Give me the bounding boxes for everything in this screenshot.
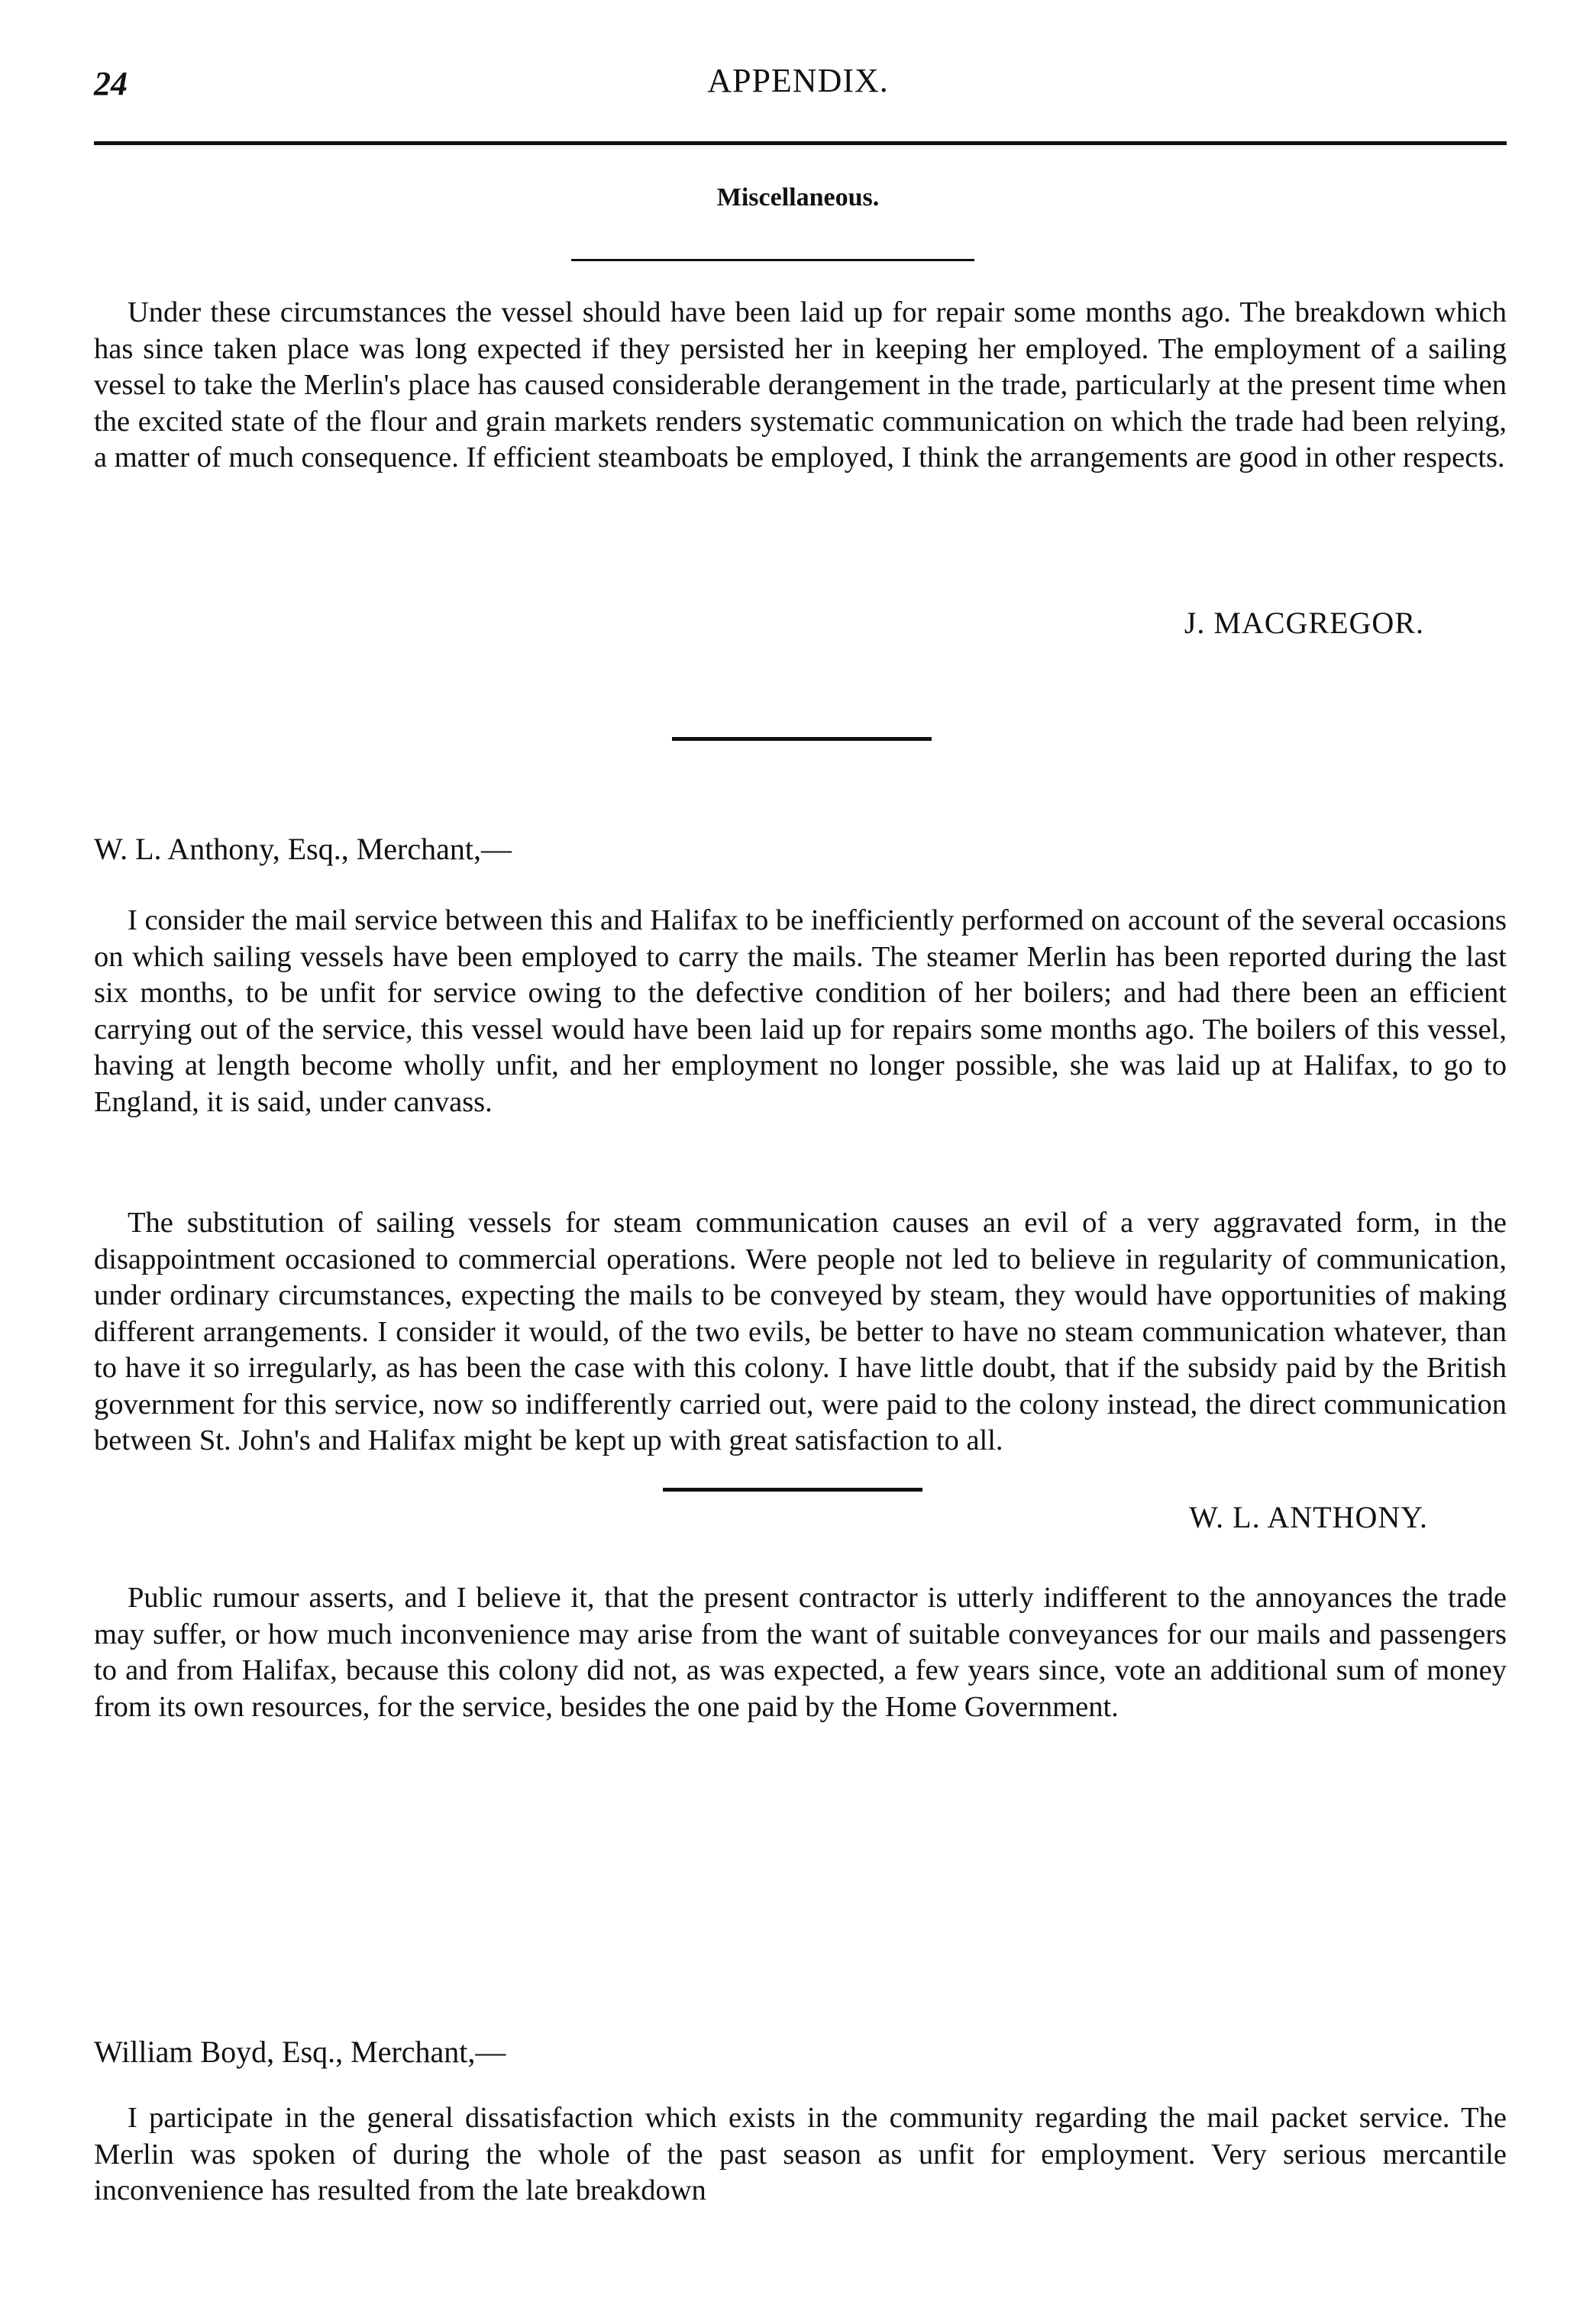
letter3-addressee: William Boyd, Esq., Merchant,— — [94, 2035, 506, 2069]
letter2-paragraph-1: I consider the mail service between this and Halifax to be inefficiently performed on account of the several occasions on which sailing vessels have been employed to carry the mails. The steamer Merlin has been reported during the last six months, to be unfit for service owing to the defective condition of her boilers; and had there been an efficient carrying out of the service, this vessel would have been laid up for repairs some months ago. The boilers of this vessel, having at length become wholly unfit, and her employment no longer possible, she was laid up at Halifax, to go to England, it is said, under canvass. — [94, 904, 1507, 1118]
letter3-paragraph-1: I participate in the general dissatisfaction which exists in the community regarding the mail packet service. The Merlin was spoken of during the whole of the past season as unfit for employment. Very serious mercantile inconvenience has resulted from the late breakdown — [94, 2102, 1507, 2206]
separator-rule-1 — [672, 737, 932, 741]
letter2-signature: W. L. ANTHONY. — [1189, 1500, 1428, 1534]
letter2-paragraph-2: The substitution of sailing vessels for steam communication causes an evil of a very aggravated form, in the disappointment occasioned to commercial operations. Were people not led to believe in regularity of communication, under ordinary circumstances, expecting the mails to be conveyed by steam, they would have opportunities of making different arrangements. I consider it would, of the two evils, be better to have no steam communication whatever, than to have it so irregularly, as has been the case with this colony. I have little doubt, that if the subsidy paid by the British government for this service, now so indifferently carried out, were paid to the colony instead, the direct communication between St. John's and Halifax might be kept up with great satisfaction to all. — [94, 1207, 1507, 1456]
letter2-addressee: W. L. Anthony, Esq., Merchant,— — [94, 832, 512, 866]
separator-rule-2 — [663, 1488, 922, 1492]
running-head: APPENDIX. — [707, 62, 889, 99]
header-rule — [94, 141, 1507, 145]
page-number: 24 — [94, 65, 128, 102]
section-rule — [571, 259, 974, 261]
letter2-paragraph-3: Public rumour asserts, and I believe it, that the present contractor is utterly indifferent to the annoyances the trade may suffer, or how much inconvenience may arise from the want of suitable conveyances for our mails and passengers to and from Halifax, because this colony did not, as was expected, a few years since, vote an additional sum of money from its own resources, for the service, besides the one paid by the Home Government. — [94, 1582, 1507, 1723]
letter1-paragraph-1: Under these circumstances the vessel should have been laid up for repair some months ago. The breakdown which has since taken place was long expected if they persisted her in keeping her employed. The employment of a sailing vessel to take the Merlin's place has caused considerable derangement in the trade, particularly at the present time when the excited state of the flour and grain markets renders systematic communication on which the trade had been relying, a matter of much consequence. If efficient steamboats be employed, I think the arrangements are good in other respects. — [94, 296, 1507, 474]
section-heading: Miscellaneous. — [716, 183, 880, 212]
letter1-signature: J. MACGREGOR. — [1184, 606, 1424, 640]
